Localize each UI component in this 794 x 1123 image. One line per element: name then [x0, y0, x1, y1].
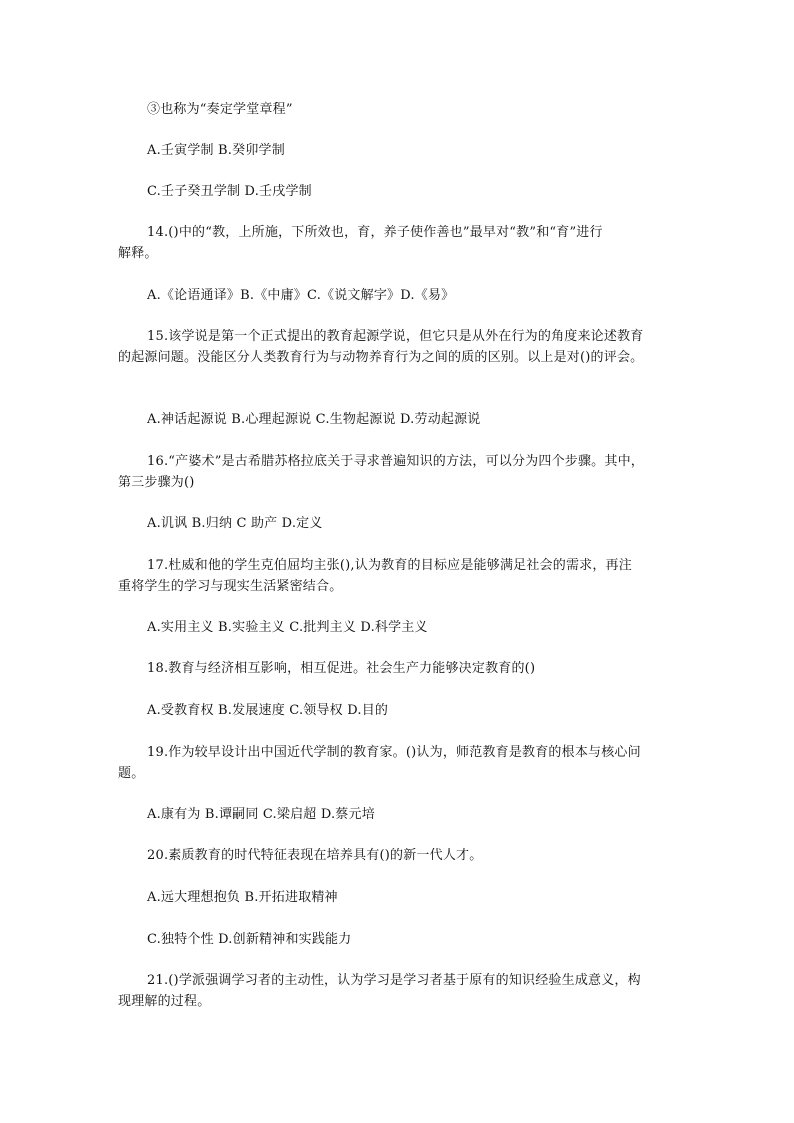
question-20-options-ab: A.远大理想抱负 B.开拓进取精神 [147, 890, 338, 905]
question-15: 15.该学说是第一个正式提出的教育起源学说，但它只是从外在行为的角度来论述教育 [147, 329, 644, 344]
question-16: 16.“产婆术”是古希腊苏格拉底关于寻求普遍知识的方法，可以分为四个步骤。其中， [147, 454, 644, 469]
question-17: 17.杜威和他的学生克伯屈均主张(),认为教育的目标应是能够满足社会的需求，再注 [147, 558, 632, 573]
question-17-continued: 重将学生的学习与现实生活紧密结合。 [118, 579, 343, 594]
question-20: 20.素质教育的时代特征表现在培养具有()的新一代人才。 [147, 848, 483, 863]
question-15-continued: 的起源问题。没能区分人类教育行为与动物养育行为之间的质的区别。以上是对()的评会。 [118, 350, 644, 365]
question-18: 18.教育与经济相互影响，相互促进。社会生产力能够决定教育的() [147, 661, 536, 676]
question-17-options: A.实用主义 B.实验主义 C.批判主义 D.科学主义 [147, 620, 428, 635]
question-19-options: A.康有为 B.谭嗣同 C.梁启超 D.蔡元培 [147, 807, 375, 822]
question-18-options: A.受教育权 B.发展速度 C.领导权 D.目的 [147, 703, 389, 718]
question-16-options: A.讥讽 B.归纳 C 助产 D.定义 [147, 516, 323, 531]
question-16-continued: 第三步骤为() [118, 475, 195, 490]
option-text: ③也称为“奏定学堂章程” [147, 102, 293, 117]
question-21-continued: 现理解的过程。 [118, 994, 211, 1009]
question-14: 14.()中的“教，上所施，下所效也，育，养子使作善也”最早对“教”和“育”进行 [147, 225, 603, 240]
option-text: A.壬寅学制 B.癸卯学制 [147, 143, 285, 158]
question-19: 19.作为较早设计出中国近代学制的教育家。()认为，师范教育是教育的根本与核心问 [147, 745, 641, 760]
question-21: 21.()学派强调学习者的主动性，认为学习是学习者基于原有的知识经验生成意义，构 [147, 973, 641, 988]
question-19-continued: 题。 [118, 766, 145, 781]
question-15-options: A.神话起源说 B.心理起源说 C.生物起源说 D.劳动起源说 [147, 412, 481, 427]
option-text: C.壬子癸丑学制 D.壬戌学制 [147, 184, 312, 199]
question-14-options: A.《论语通译》B.《中庸》C.《说文解字》D.《易》 [147, 288, 455, 303]
question-14-continued: 解释。 [118, 246, 158, 261]
question-20-options-cd: C.独特个性 D.创新精神和实践能力 [147, 932, 352, 947]
